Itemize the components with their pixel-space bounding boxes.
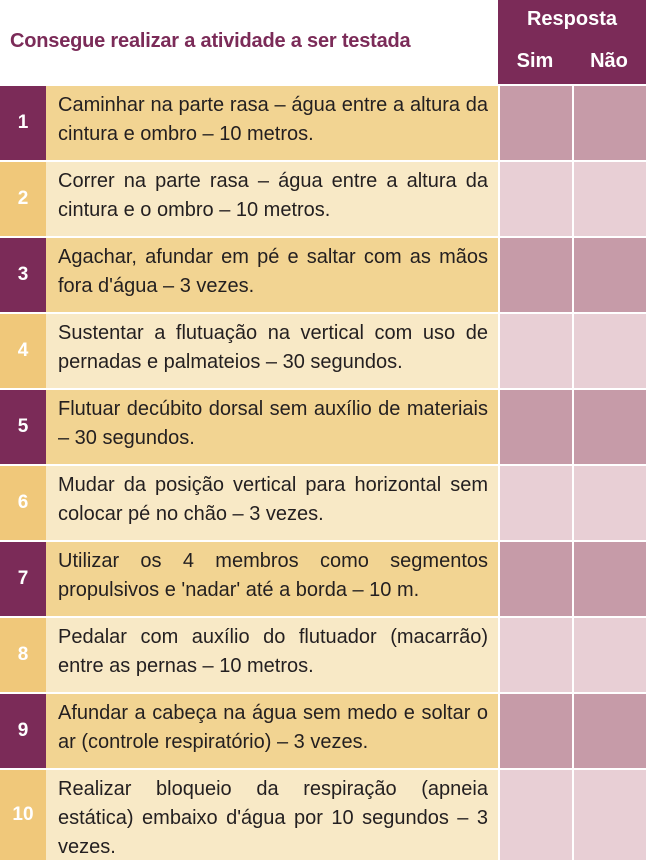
table-row [0, 540, 646, 616]
table-row [0, 84, 646, 160]
activity-description: Correr na parte rasa – água entre a altura da cintura e o ombro – 10 metros. [46, 162, 498, 236]
row-number: 6 [0, 466, 46, 540]
table-row [0, 312, 646, 388]
activity-description: Sustentar a flutuação na vertical com uso de pernadas e palmateios – 30 segundos. [46, 314, 498, 388]
activity-description: Afundar a cabeça na água sem medo e soltar o ar (controle respiratório) – 3 vezes. [46, 694, 498, 768]
row-number: 4 [0, 314, 46, 388]
yes-answer-cell[interactable] [498, 770, 572, 860]
no-answer-cell[interactable] [572, 86, 646, 160]
yes-answer-cell[interactable] [498, 618, 572, 692]
response-header [498, 0, 646, 84]
activity-description: Caminhar na parte rasa – água entre a altura da cintura e ombro – 10 metros. [46, 86, 498, 160]
activity-description: Mudar da posição vertical para horizontal sem colocar pé no chão – 3 vezes. [46, 466, 498, 540]
table-row [0, 616, 646, 692]
yes-answer-cell[interactable] [498, 466, 572, 540]
yes-answer-cell[interactable] [498, 542, 572, 616]
activity-description: Utilizar os 4 membros como segmentos propulsivos e 'nadar' até a borda – 10 m. [46, 542, 498, 616]
row-number: 1 [0, 86, 46, 160]
table-row [0, 768, 646, 860]
yes-answer-cell[interactable] [498, 694, 572, 768]
table-row [0, 692, 646, 768]
no-answer-cell[interactable] [572, 542, 646, 616]
activity-description: Pedalar com auxílio do flutuador (macarrão) entre as pernas – 10 metros. [46, 618, 498, 692]
table-row [0, 464, 646, 540]
yes-answer-cell[interactable] [498, 162, 572, 236]
row-number: 7 [0, 542, 46, 616]
table-row [0, 236, 646, 312]
table-row [0, 388, 646, 464]
response-label: Resposta [526, 8, 618, 30]
table-row [0, 160, 646, 236]
row-number: 5 [0, 390, 46, 464]
table-header [0, 0, 646, 84]
no-answer-cell[interactable] [572, 390, 646, 464]
activity-description: Flutuar decúbito dorsal sem auxílio de materiais – 30 segundos. [46, 390, 498, 464]
activity-description: Agachar, afundar em pé e saltar com as mãos fora d'água – 3 vezes. [46, 238, 498, 312]
yes-answer-cell[interactable] [498, 390, 572, 464]
row-number: 9 [0, 694, 46, 768]
no-answer-cell[interactable] [572, 770, 646, 860]
yes-column-header: Sim [516, 50, 554, 72]
yes-answer-cell[interactable] [498, 86, 572, 160]
no-column-header: Não [590, 50, 628, 72]
no-answer-cell[interactable] [572, 238, 646, 312]
no-answer-cell[interactable] [572, 618, 646, 692]
no-answer-cell[interactable] [572, 466, 646, 540]
row-number: 2 [0, 162, 46, 236]
row-number: 10 [0, 770, 46, 860]
row-number: 8 [0, 618, 46, 692]
row-number: 3 [0, 238, 46, 312]
yes-answer-cell[interactable] [498, 238, 572, 312]
table-title: Consegue realizar a atividade a ser testada [10, 30, 411, 52]
yes-answer-cell[interactable] [498, 314, 572, 388]
no-answer-cell[interactable] [572, 694, 646, 768]
activity-description: Realizar bloqueio da respiração (apneia estática) embaixo d'água por 10 segundos – 3 vezes. [46, 770, 498, 860]
no-answer-cell[interactable] [572, 162, 646, 236]
table-body [0, 84, 646, 860]
no-answer-cell[interactable] [572, 314, 646, 388]
